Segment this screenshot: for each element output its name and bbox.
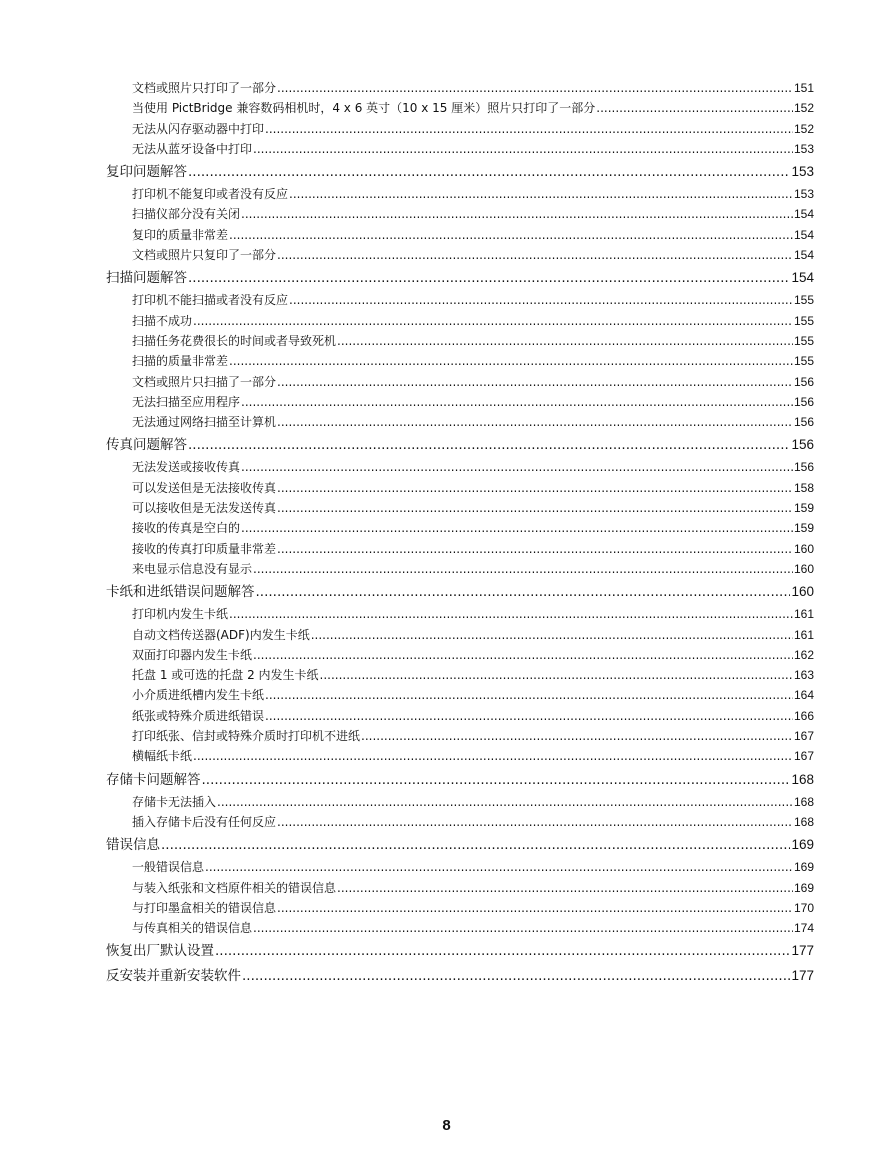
toc-section-entry[interactable]: [106, 265, 814, 290]
dot-leader: [217, 792, 793, 812]
toc-subsection-entry[interactable]: [106, 392, 814, 412]
toc-subsection-entry[interactable]: [106, 457, 814, 477]
toc-entry-title: 当使用 PictBridge 兼容数码相机时，4 x 6 英寸（10 x 15 厘米）照片只打印了一部分: [132, 101, 596, 116]
toc-entry-page-number: 170: [793, 900, 814, 915]
toc-entry-title: 与打印墨盒相关的错误信息: [132, 900, 277, 915]
dot-leader: [253, 139, 793, 159]
toc-entry-title: 反安装并重新安装软件: [106, 968, 241, 985]
toc-entry-page-number: 159: [793, 501, 814, 516]
toc-entry-title: 错误信息: [106, 837, 160, 854]
toc-subsection-entry[interactable]: [106, 245, 814, 265]
dot-leader: [229, 351, 793, 371]
toc-entry-title: 无法从蓝牙设备中打印: [132, 141, 253, 156]
toc-subsection-entry[interactable]: [106, 478, 814, 498]
toc-subsection-entry[interactable]: [106, 184, 814, 204]
dot-leader: [161, 833, 790, 858]
dot-leader: [277, 478, 793, 498]
toc-entry-title: 打印机内发生卡纸: [132, 607, 229, 622]
toc-entry-title: 无法通过网络扫描至计算机: [132, 415, 277, 430]
toc-entry-page-number: 177: [791, 943, 814, 959]
toc-entry-page-number: 167: [793, 729, 814, 744]
toc-subsection-entry[interactable]: [106, 351, 814, 371]
toc-entry-page-number: 152: [793, 101, 814, 116]
toc-entry-page-number: 156: [793, 394, 814, 409]
toc-entry-page-number: 155: [793, 354, 814, 369]
toc-entry-title: 横幅纸卡纸: [132, 749, 193, 764]
toc-entry-title: 恢复出厂默认设置: [106, 943, 214, 960]
dot-leader: [277, 412, 793, 432]
toc-subsection-entry[interactable]: [106, 645, 814, 665]
toc-subsection-entry[interactable]: [106, 98, 814, 118]
dot-leader: [241, 457, 793, 477]
toc-entry-title: 小介质进纸槽内发生卡纸: [132, 688, 265, 703]
dot-leader: [289, 290, 793, 310]
toc-entry-page-number: 155: [793, 293, 814, 308]
toc-entry-page-number: 168: [793, 814, 814, 829]
toc-entry-page-number: 162: [793, 647, 814, 662]
toc-subsection-entry[interactable]: [106, 878, 814, 898]
toc-entry-title: 来电显示信息没有显示: [132, 561, 253, 576]
toc-entry-page-number: 155: [793, 333, 814, 348]
toc-entry-page-number: 154: [793, 227, 814, 242]
toc-subsection-entry[interactable]: [106, 746, 814, 766]
dot-leader: [311, 625, 793, 645]
toc-subsection-entry[interactable]: [106, 625, 814, 645]
toc-entry-title: 扫描的质量非常差: [132, 354, 229, 369]
toc-entry-page-number: 153: [793, 141, 814, 156]
toc-entry-title: 与装入纸张和文档原件相关的错误信息: [132, 880, 337, 895]
toc-entry-page-number: 156: [791, 437, 814, 453]
toc-entry-page-number: 174: [793, 921, 814, 936]
toc-subsection-entry[interactable]: [106, 539, 814, 559]
dot-leader: [229, 225, 793, 245]
toc-entry-page-number: 168: [791, 771, 814, 787]
dot-leader: [241, 392, 793, 412]
toc-entry-page-number: 151: [793, 81, 814, 95]
toc-entry-page-number: 158: [793, 480, 814, 495]
page-number: 8: [442, 1117, 451, 1134]
toc-entry-title: 无法从闪存驱动器中打印: [132, 121, 265, 136]
toc-subsection-entry[interactable]: [106, 726, 814, 746]
toc-subsection-entry[interactable]: [106, 225, 814, 245]
toc-entry-title: 可以接收但是无法发送传真: [132, 501, 277, 516]
toc-entry-title: 一般错误信息: [132, 860, 205, 875]
toc-subsection-entry[interactable]: [106, 139, 814, 159]
toc-entry-page-number: 160: [791, 584, 814, 600]
toc-subsection-entry[interactable]: [106, 518, 814, 538]
dot-leader: [215, 939, 790, 964]
dot-leader: [277, 498, 793, 518]
toc-entry-title: 与传真相关的错误信息: [132, 921, 253, 936]
dot-leader: [277, 898, 793, 918]
toc-entry-page-number: 169: [793, 860, 814, 875]
toc-entry-page-number: 161: [793, 627, 814, 642]
dot-leader: [289, 184, 793, 204]
toc-entry-title: 存储卡问题解答: [106, 771, 201, 788]
toc-entry-title: 复印问题解答: [106, 164, 187, 181]
toc-entry-page-number: 152: [793, 121, 814, 136]
toc-subsection-entry[interactable]: [106, 812, 814, 832]
toc-subsection-entry[interactable]: [106, 665, 814, 685]
toc-entry-title: 可以发送但是无法接收传真: [132, 480, 277, 495]
dot-leader: [277, 539, 793, 559]
toc-entry-title: 扫描问题解答: [106, 270, 187, 287]
toc-subsection-entry[interactable]: [106, 412, 814, 432]
toc-subsection-entry[interactable]: [106, 372, 814, 392]
toc-entry-page-number: 156: [793, 460, 814, 475]
toc-subsection-entry[interactable]: [106, 706, 814, 726]
toc-entry-title: 文档或照片只扫描了一部分: [132, 374, 277, 389]
toc-subsection-entry[interactable]: [106, 898, 814, 918]
toc-entry-title: 插入存储卡后没有任何反应: [132, 814, 277, 829]
toc-entry-title: 卡纸和进纸错误问题解答: [106, 584, 255, 601]
toc-entry-title: 文档或照片只打印了一部分: [132, 81, 277, 95]
dot-leader: [205, 857, 793, 877]
toc-entry-title: 存储卡无法插入: [132, 794, 217, 809]
toc-entry-title: 文档或照片只复印了一部分: [132, 248, 277, 263]
dot-leader: [202, 768, 791, 793]
toc-entry-page-number: 164: [793, 688, 814, 703]
dot-leader: [188, 160, 790, 185]
toc-section-entry[interactable]: [106, 432, 814, 457]
toc-section-entry[interactable]: [106, 579, 814, 604]
toc-section-entry[interactable]: [106, 963, 814, 988]
dot-leader: [277, 812, 793, 832]
toc-entry-title: 打印纸张、信封或特殊介质时打印机不进纸: [132, 729, 361, 744]
dot-leader: [265, 685, 793, 705]
toc-entry-title: 打印机不能扫描或者没有反应: [132, 293, 289, 308]
toc-entry-page-number: 169: [791, 837, 814, 853]
toc-section-entry[interactable]: [106, 767, 814, 792]
toc-entry-page-number: 156: [793, 374, 814, 389]
toc-entry-title: 双面打印器内发生卡纸: [132, 647, 253, 662]
toc-entry-page-number: 154: [793, 248, 814, 263]
toc-entry-title: 无法扫描至应用程序: [132, 394, 241, 409]
dot-leader: [265, 706, 793, 726]
toc-subsection-entry[interactable]: [106, 331, 814, 351]
dot-leader: [277, 372, 793, 392]
toc-subsection-entry[interactable]: [106, 685, 814, 705]
dot-leader: [277, 78, 793, 98]
toc-entry-page-number: 156: [793, 415, 814, 430]
dot-leader: [242, 964, 790, 989]
dot-leader: [253, 645, 793, 665]
dot-leader: [229, 604, 793, 624]
toc-entry-page-number: 167: [793, 749, 814, 764]
toc-entry-page-number: 160: [793, 541, 814, 556]
toc-entry-page-number: 155: [793, 313, 814, 328]
dot-leader: [253, 918, 793, 938]
dot-leader: [265, 119, 793, 139]
toc-subsection-entry[interactable]: [106, 559, 814, 579]
toc-subsection-entry[interactable]: [106, 857, 814, 877]
toc-subsection-entry[interactable]: [106, 119, 814, 139]
toc-subsection-entry[interactable]: [106, 78, 814, 98]
toc-entry-page-number: 154: [791, 270, 814, 286]
dot-leader: [277, 245, 793, 265]
toc-entry-title: 打印机不能复印或者没有反应: [132, 187, 289, 202]
toc-entry-page-number: 177: [791, 968, 814, 984]
dot-leader: [241, 518, 793, 538]
toc-entry-title: 扫描不成功: [132, 313, 193, 328]
toc-entry-page-number: 153: [793, 187, 814, 202]
toc-subsection-entry[interactable]: [106, 792, 814, 812]
toc-subsection-entry[interactable]: [106, 290, 814, 310]
toc-entry-title: 扫描任务花费很长的时间或者导致死机: [132, 333, 337, 348]
toc-entry-title: 托盘 1 或可选的托盘 2 内发生卡纸: [132, 668, 319, 683]
dot-leader: [193, 746, 793, 766]
dot-leader: [596, 98, 793, 118]
toc-entry-title: 扫描仪部分没有关闭: [132, 207, 241, 222]
toc-entry-page-number: 163: [793, 668, 814, 683]
toc-entry-title: 自动文档传送器(ADF)内发生卡纸: [132, 627, 310, 642]
toc-entry-title: 传真问题解答: [106, 437, 187, 454]
toc-subsection-entry[interactable]: [106, 604, 814, 624]
dot-leader: [241, 204, 793, 224]
dot-leader: [256, 580, 791, 605]
dot-leader: [253, 559, 793, 579]
toc-section-entry[interactable]: [106, 938, 814, 963]
toc-entry-page-number: 153: [791, 164, 814, 180]
toc-subsection-entry[interactable]: [106, 204, 814, 224]
toc-entry-title: 无法发送或接收传真: [132, 460, 241, 475]
toc-section-entry[interactable]: [106, 159, 814, 184]
dot-leader: [188, 266, 790, 291]
dot-leader: [193, 311, 793, 331]
toc-subsection-entry[interactable]: [106, 311, 814, 331]
toc-section-entry[interactable]: [106, 832, 814, 857]
toc-entry-page-number: 168: [793, 794, 814, 809]
toc-entry-title: 纸张或特殊介质进纸错误: [132, 708, 265, 723]
toc-entry-page-number: 166: [793, 708, 814, 723]
toc-entry-page-number: 159: [793, 521, 814, 536]
toc-entry-page-number: 154: [793, 207, 814, 222]
toc-entry-page-number: 160: [793, 561, 814, 576]
dot-leader: [188, 433, 790, 458]
table-of-contents: [106, 78, 814, 988]
dot-leader: [337, 878, 793, 898]
dot-leader: [320, 665, 793, 685]
toc-entry-page-number: 161: [793, 607, 814, 622]
toc-entry-title: 接收的传真打印质量非常差: [132, 541, 277, 556]
toc-subsection-entry[interactable]: [106, 918, 814, 938]
toc-entry-title: 接收的传真是空白的: [132, 521, 241, 536]
dot-leader: [361, 726, 793, 746]
toc-entry-title: 复印的质量非常差: [132, 227, 229, 242]
dot-leader: [337, 331, 793, 351]
toc-entry-page-number: 169: [793, 880, 814, 895]
toc-subsection-entry[interactable]: [106, 498, 814, 518]
